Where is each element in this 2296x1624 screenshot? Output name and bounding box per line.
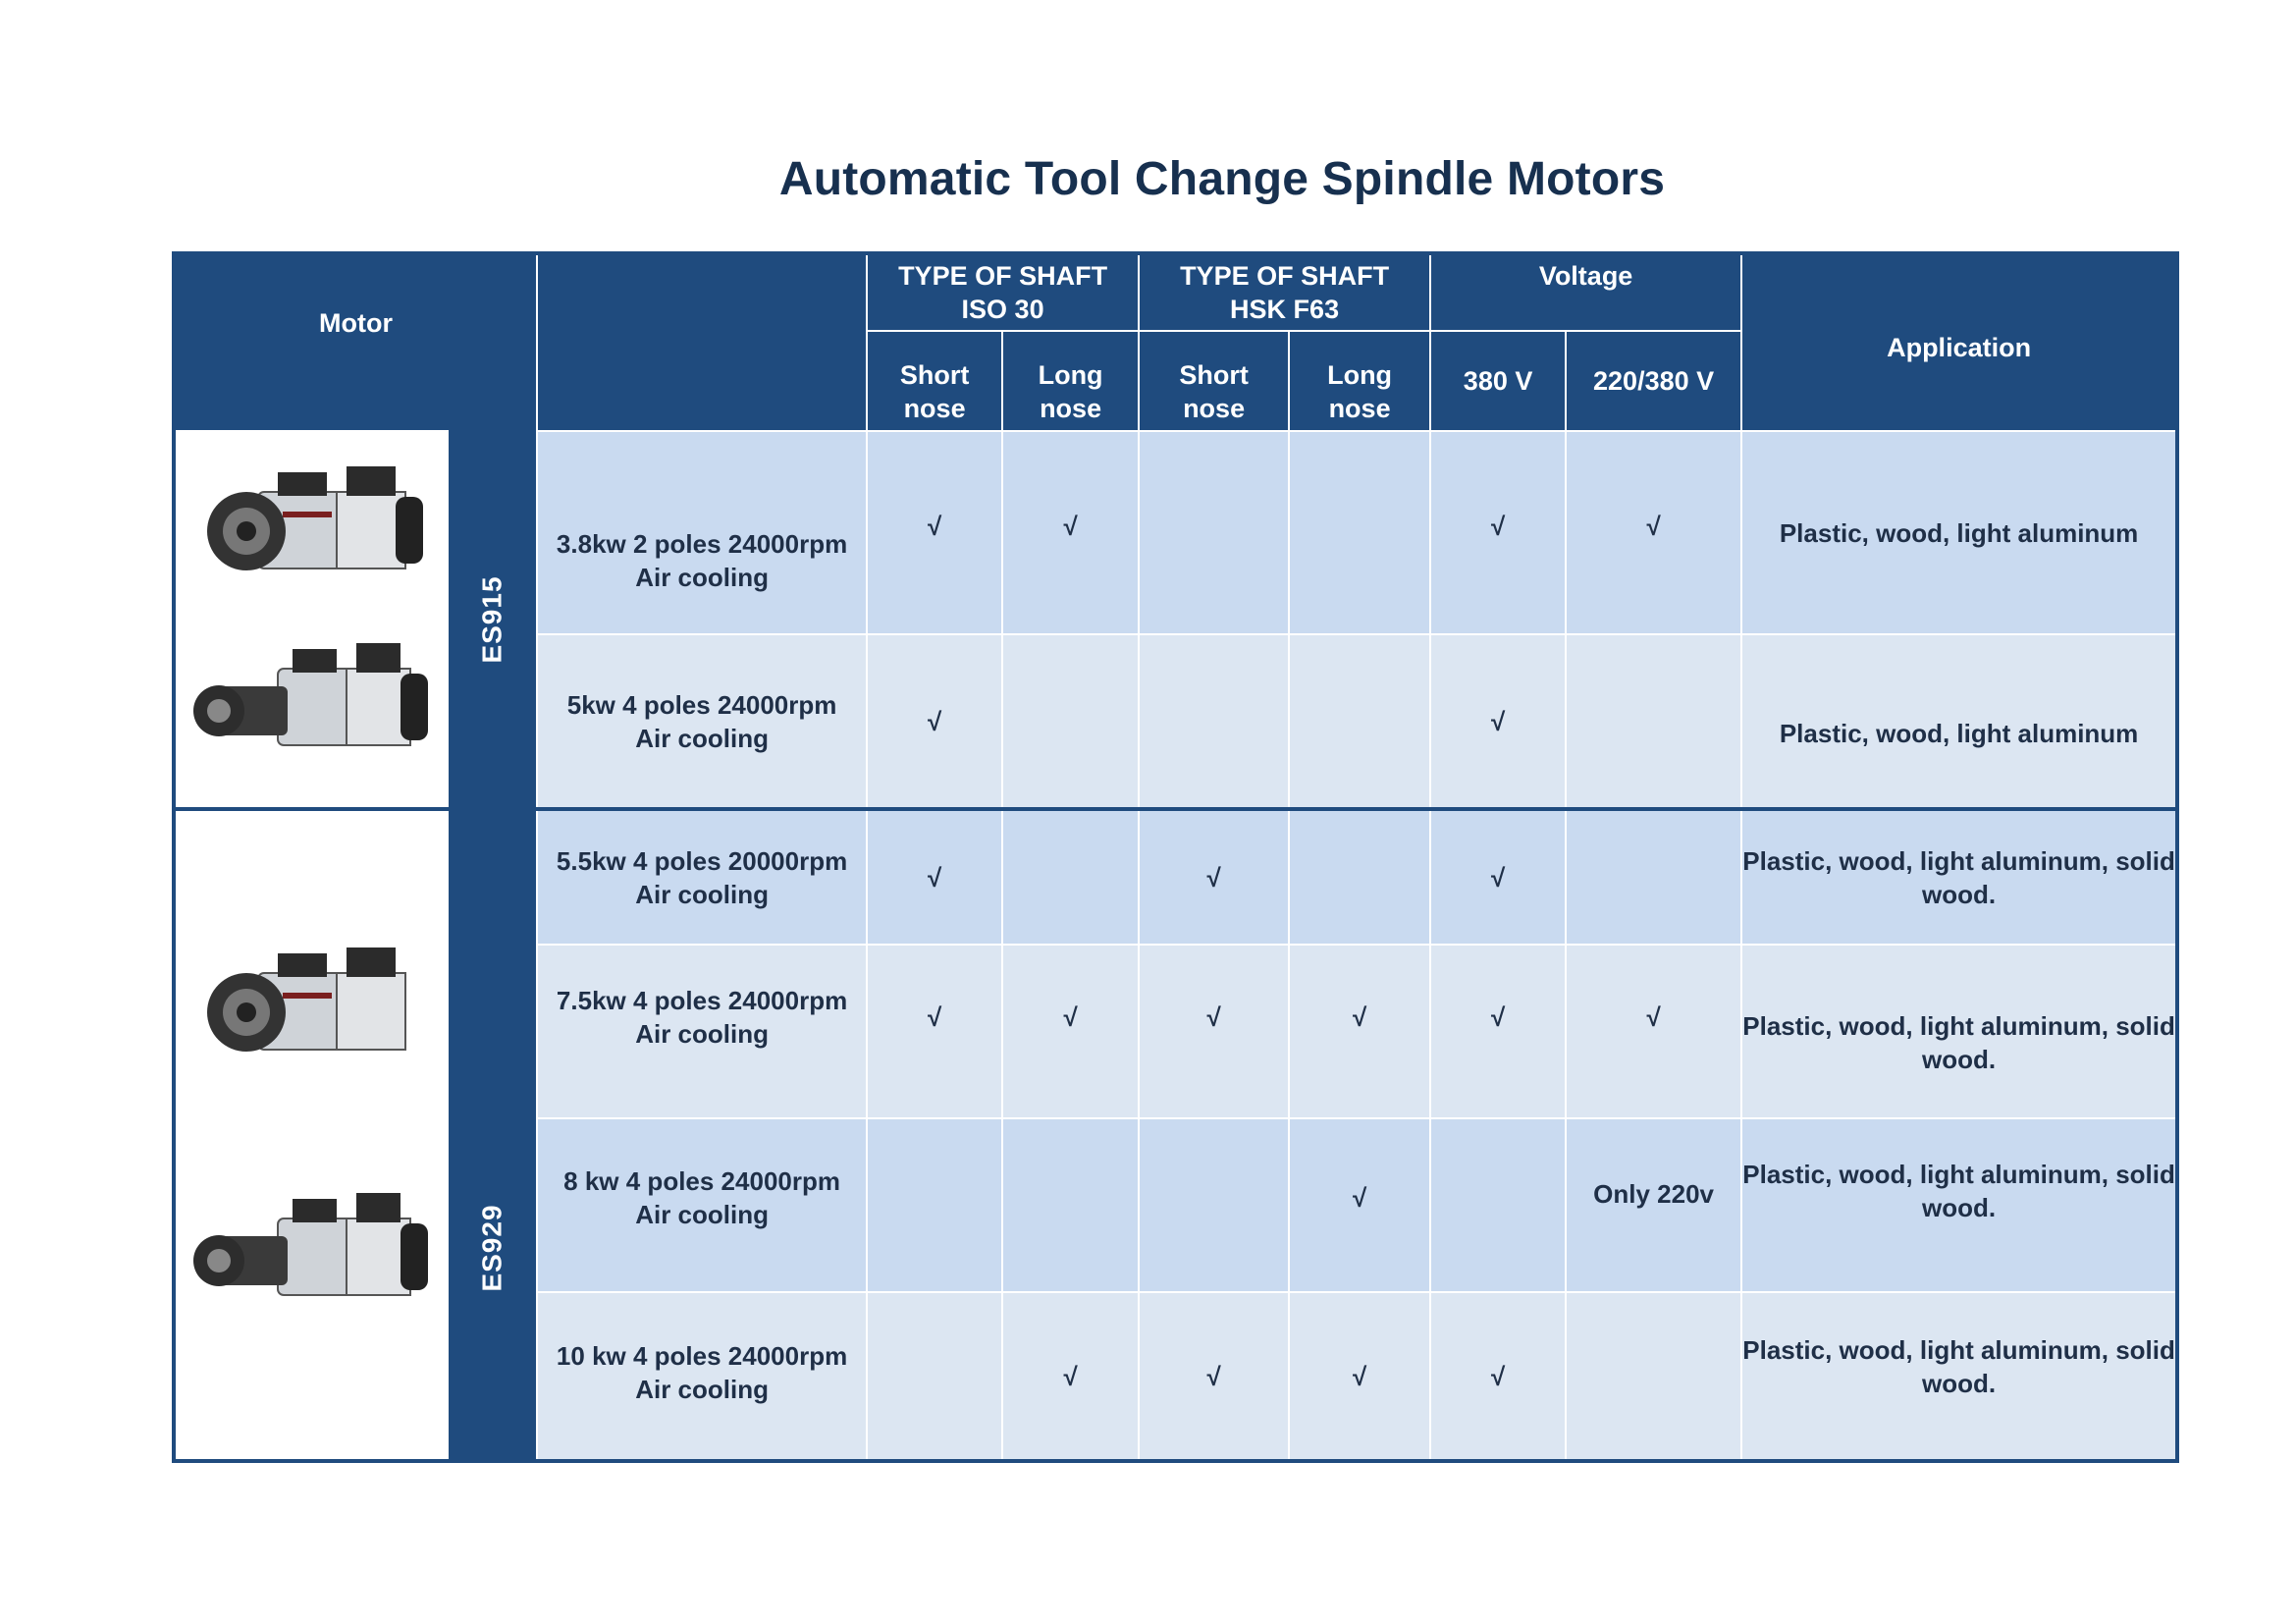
header-iso-long-nose	[1002, 331, 1139, 431]
spindle-motor-icon-2	[189, 934, 435, 1091]
row-1-380v: √	[1430, 431, 1566, 634]
row-3-iso-short: √	[867, 809, 1002, 945]
header-hsk-line2: HSK F63	[1230, 295, 1340, 324]
header-hsk-line1: TYPE OF SHAFT	[1180, 261, 1390, 291]
header-blank	[537, 253, 867, 431]
row-4-spec	[537, 945, 867, 1118]
header-hsk-long-nose	[1289, 331, 1430, 431]
model-es929-text: ES929	[476, 1204, 507, 1292]
row-2-220-380v	[1566, 634, 1741, 809]
row-5-application: Plastic, wood, light aluminum, solid wood.	[1741, 1118, 2177, 1292]
row-5-iso-long	[1002, 1118, 1139, 1292]
row-3-application: Plastic, wood, light aluminum, solid wood.	[1741, 809, 2177, 945]
row-3-380v: √	[1430, 809, 1566, 945]
row-1-iso-long: √	[1002, 431, 1139, 634]
model-label-es929	[449, 809, 537, 1461]
spindle-motor-icon	[189, 453, 435, 610]
row-6-380v: √	[1430, 1292, 1566, 1461]
row-1-iso-short: √	[867, 431, 1002, 634]
motor-image-es915	[174, 431, 449, 809]
row-3-hsk-long	[1289, 809, 1430, 945]
row-2-hsk-short	[1139, 634, 1289, 809]
row-6-iso-long: √	[1002, 1292, 1139, 1461]
header-220-380v: 220/380 V	[1566, 331, 1741, 431]
header-hsk-short-l2: nose	[1183, 394, 1246, 423]
header-hsk-long-l1: Long	[1327, 360, 1393, 390]
row-6-hsk-short: √	[1139, 1292, 1289, 1461]
row-4-spec-line1: 7.5kw 4 poles 24000rpm	[556, 985, 848, 1015]
row-5-iso-short	[867, 1118, 1002, 1292]
row-5-spec-line2: Air cooling	[635, 1199, 769, 1229]
row-5-hsk-short	[1139, 1118, 1289, 1292]
page-title: Automatic Tool Change Spindle Motors	[778, 153, 1666, 205]
spindle-motor-table	[172, 251, 2179, 1463]
row-5-220-380v: Only 220v	[1566, 1118, 1741, 1292]
row-5-380v	[1430, 1118, 1566, 1292]
model-label-es915	[449, 431, 537, 809]
row-6-spec-line1: 10 kw 4 poles 24000rpm	[556, 1340, 848, 1371]
row-4-220-380v: √	[1566, 945, 1741, 1118]
row-2-spec-line1: 5kw 4 poles 24000rpm	[566, 689, 837, 720]
row-6-hsk-long: √	[1289, 1292, 1430, 1461]
row-2-iso-short: √	[867, 634, 1002, 809]
row-5-hsk-long: √	[1289, 1118, 1430, 1292]
header-motor: Motor	[174, 253, 537, 431]
motor-image-es929	[174, 809, 449, 1461]
header-hsk-long-l2: nose	[1328, 394, 1391, 423]
row-2-spec	[537, 634, 867, 809]
row-6-spec-line2: Air cooling	[635, 1374, 769, 1404]
row-2-iso-long	[1002, 634, 1139, 809]
header-iso-long-l1: Long	[1038, 360, 1103, 390]
row-1-spec	[537, 431, 867, 634]
header-iso-long-l2: nose	[1040, 394, 1102, 423]
header-hsk	[1139, 253, 1430, 331]
row-4-iso-long: √	[1002, 945, 1139, 1118]
row-4-hsk-short: √	[1139, 945, 1289, 1118]
row-4-380v: √	[1430, 945, 1566, 1118]
row-3-spec	[537, 809, 867, 945]
row-2-spec-line2: Air cooling	[635, 723, 769, 753]
header-380v: 380 V	[1430, 331, 1566, 431]
spindle-motor-long-nose-icon-2	[189, 1179, 435, 1336]
row-4-application: Plastic, wood, light aluminum, solid wood.	[1741, 945, 2177, 1118]
row-5-spec	[537, 1118, 867, 1292]
header-hsk-short-l1: Short	[1179, 360, 1249, 390]
row-3-hsk-short: √	[1139, 809, 1289, 945]
row-1-hsk-long	[1289, 431, 1430, 634]
row-4-hsk-long: √	[1289, 945, 1430, 1118]
row-2-hsk-long	[1289, 634, 1430, 809]
model-es915-text: ES915	[476, 574, 507, 664]
row-6-220-380v	[1566, 1292, 1741, 1461]
row-2-380v: √	[1430, 634, 1566, 809]
row-4-iso-short: √	[867, 945, 1002, 1118]
header-voltage: Voltage	[1430, 253, 1741, 331]
header-application: Application	[1741, 253, 2177, 431]
row-3-spec-line1: 5.5kw 4 poles 20000rpm	[556, 845, 848, 876]
header-iso30-line1: TYPE OF SHAFT	[898, 261, 1108, 291]
header-iso30-line2: ISO 30	[961, 295, 1044, 324]
row-6-iso-short	[867, 1292, 1002, 1461]
spindle-motor-long-nose-icon	[189, 629, 435, 786]
row-4-spec-line2: Air cooling	[635, 1018, 769, 1049]
row-2-application: Plastic, wood, light aluminum	[1741, 634, 2177, 809]
row-1-spec-line1: 3.8kw 2 poles 24000rpm	[556, 528, 848, 559]
row-1-application: Plastic, wood, light aluminum	[1741, 431, 2177, 634]
row-1-spec-line2: Air cooling	[635, 562, 769, 592]
row-3-spec-line2: Air cooling	[635, 879, 769, 909]
header-hsk-short-nose	[1139, 331, 1289, 431]
row-6-spec	[537, 1292, 867, 1461]
row-6-application: Plastic, wood, light aluminum, solid wood.	[1741, 1292, 2177, 1461]
row-3-iso-long	[1002, 809, 1139, 945]
row-1-hsk-short	[1139, 431, 1289, 634]
row-5-spec-line1: 8 kw 4 poles 24000rpm	[563, 1165, 840, 1196]
header-iso-short-nose	[867, 331, 1002, 431]
header-iso-short-l1: Short	[899, 360, 970, 390]
header-iso-short-l2: nose	[903, 394, 966, 423]
row-3-220-380v	[1566, 809, 1741, 945]
header-iso30	[867, 253, 1139, 331]
row-1-220-380v: √	[1566, 431, 1741, 634]
